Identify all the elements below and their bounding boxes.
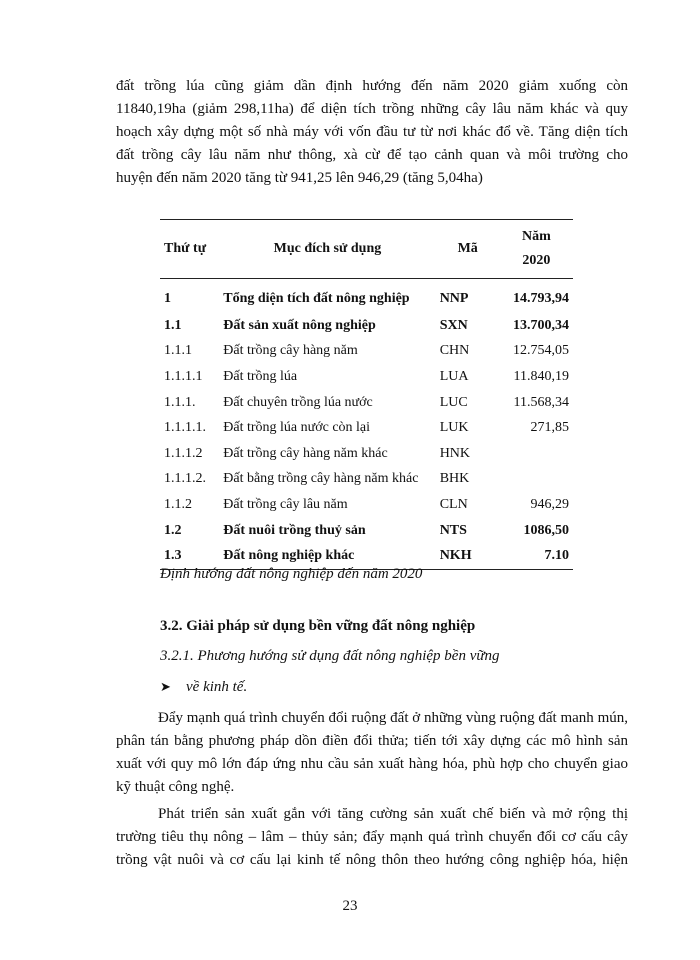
table-row (160, 279, 573, 314)
cell-code: NTS (439, 522, 467, 538)
cell-value (500, 467, 573, 493)
cell-value: 946,29 (530, 496, 569, 512)
cell-code: LUA (439, 368, 469, 384)
cell-order: 1.2 (164, 522, 182, 538)
cell-code: HNK (439, 445, 471, 461)
table-row (160, 467, 573, 493)
cell-purpose: Đất trồng cây lâu năm (223, 496, 348, 512)
intro-line-3: hoạch xây dựng một số nhà máy với vốn đầu tư từ nơi khác đổ về. Tăng diện tích (116, 124, 628, 140)
page-number: 23 (342, 898, 358, 914)
paragraph-text: Phát triển sản xuất gắn với tăng cường sản xuất chế biến và mở rộng thị trường tiêu thụ nông – lâm – thủy sản; đẩy mạnh quá trình chuyển đổi cơ cấu cây trồng vật nuôi và cơ cấu lại kinh tế nông thôn theo hướng công nghiệp hóa, hiện (116, 806, 628, 868)
paragraph-text: Đẩy mạnh quá trình chuyển đổi ruộng đất ở những vùng ruộng đất manh mún, phân tán bằng phương pháp dồn điền đổi thửa; tiến tới xây dựng các mô hình sản xuất với quy mô lớn đáp ứng nhu cầu sản xuất hàng hóa, phù hợp cho chuyển giao kỹ thuật công nghệ. (116, 710, 628, 795)
table-header-row (160, 220, 573, 279)
header-year-line1: Năm (521, 229, 551, 244)
cell-order: 1.1.1.1. (164, 420, 206, 436)
table-row (160, 339, 573, 365)
cell-code: CHN (439, 343, 470, 359)
header-code: Mã (436, 220, 500, 279)
table-caption: Định hướng đất nông nghiệp đến năm 2020 (160, 566, 423, 582)
table-row (160, 415, 573, 441)
cell-purpose: Đất trồng cây hàng năm (223, 343, 358, 359)
section-heading: 3.2. Giải pháp sử dụng bền vững đất nông nghiệp (160, 618, 476, 634)
cell-order: 1.1.1.2. (164, 471, 206, 487)
cell-purpose: Đất bằng trồng cây hàng năm khác (223, 471, 419, 487)
header-order: Thứ tự (160, 220, 219, 279)
header-year (500, 220, 573, 279)
cell-purpose: Đất sản xuất nông nghiệp (223, 317, 376, 333)
cell-order: 1.3 (160, 543, 219, 569)
table-row (160, 390, 573, 416)
table-row (160, 518, 573, 544)
cell-value: 11.840,19 (513, 368, 569, 384)
intro-line-4: đất trồng cây lâu năm như thông, xà cừ để tạo cảnh quan và môi trường cho (116, 147, 628, 163)
intro-line-5: huyện đến năm 2020 tăng từ 941,25 lên 946,29 (tăng 5,04ha) (116, 170, 483, 186)
cell-purpose: Đất chuyên trồng lúa nước (223, 394, 373, 410)
cell-purpose: Đất trồng lúa nước còn lại (223, 420, 371, 436)
cell-value: 12.754,05 (513, 343, 569, 359)
table-row (160, 313, 573, 339)
cell-order: 1.1.1 (164, 343, 192, 359)
header-year-line2: 2020 (522, 253, 551, 268)
cell-order: 1.1 (164, 317, 182, 333)
table-row (160, 441, 573, 467)
cell-purpose: Đất trồng lúa (223, 368, 298, 384)
body-paragraph-2 (116, 803, 628, 872)
table-row (160, 364, 573, 390)
cell-code: LUC (439, 394, 468, 410)
cell-purpose: Đất nuôi trồng thuỷ sản (223, 522, 366, 538)
arrow-bullet-icon: ➤ (160, 679, 171, 694)
cell-code: LUK (439, 420, 469, 436)
cell-purpose: Đất nông nghiệp khác (219, 543, 435, 569)
cell-order: 1.1.2 (164, 496, 192, 512)
cell-value: 14.793,94 (513, 291, 569, 306)
cell-code: SXN (439, 317, 468, 333)
cell-code: NKH (436, 543, 500, 569)
intro-paragraph (116, 75, 628, 190)
cell-value (500, 441, 573, 467)
cell-value: 271,85 (530, 420, 569, 436)
body-paragraph-1 (116, 707, 628, 799)
cell-purpose: Tổng diện tích đất nông nghiệp (223, 291, 410, 306)
intro-line-2: 11840,19ha (giảm 298,11ha) để diện tích trồng những cây lâu năm khác và quy (116, 101, 628, 117)
cell-code: CLN (439, 496, 468, 512)
cell-code: NNP (439, 291, 469, 306)
table-row (160, 492, 573, 518)
subsection-heading: 3.2.1. Phương hướng sử dụng đất nông nghiệp bền vững (160, 648, 500, 664)
cell-code: BHK (439, 471, 470, 487)
cell-value: 1086,50 (523, 522, 569, 538)
cell-order: 1.1.1.2 (164, 445, 203, 461)
cell-order: 1.1.1.1 (164, 368, 203, 384)
header-purpose: Mục đích sử dụng (219, 220, 435, 279)
bullet-item (160, 679, 247, 696)
intro-line-1: đất trồng lúa cũng giảm dần định hướng đến năm 2020 giảm xuống còn (116, 78, 628, 94)
cell-value: 13.700,34 (513, 317, 569, 333)
cell-order: 1 (164, 291, 171, 306)
cell-purpose: Đất trồng cây hàng năm khác (223, 445, 388, 461)
cell-value: 7.10 (500, 543, 573, 569)
bullet-text: về kinh tế. (186, 679, 248, 695)
cell-order: 1.1.1. (164, 394, 196, 410)
land-use-table (160, 219, 573, 570)
cell-value: 11.568,34 (513, 394, 569, 410)
